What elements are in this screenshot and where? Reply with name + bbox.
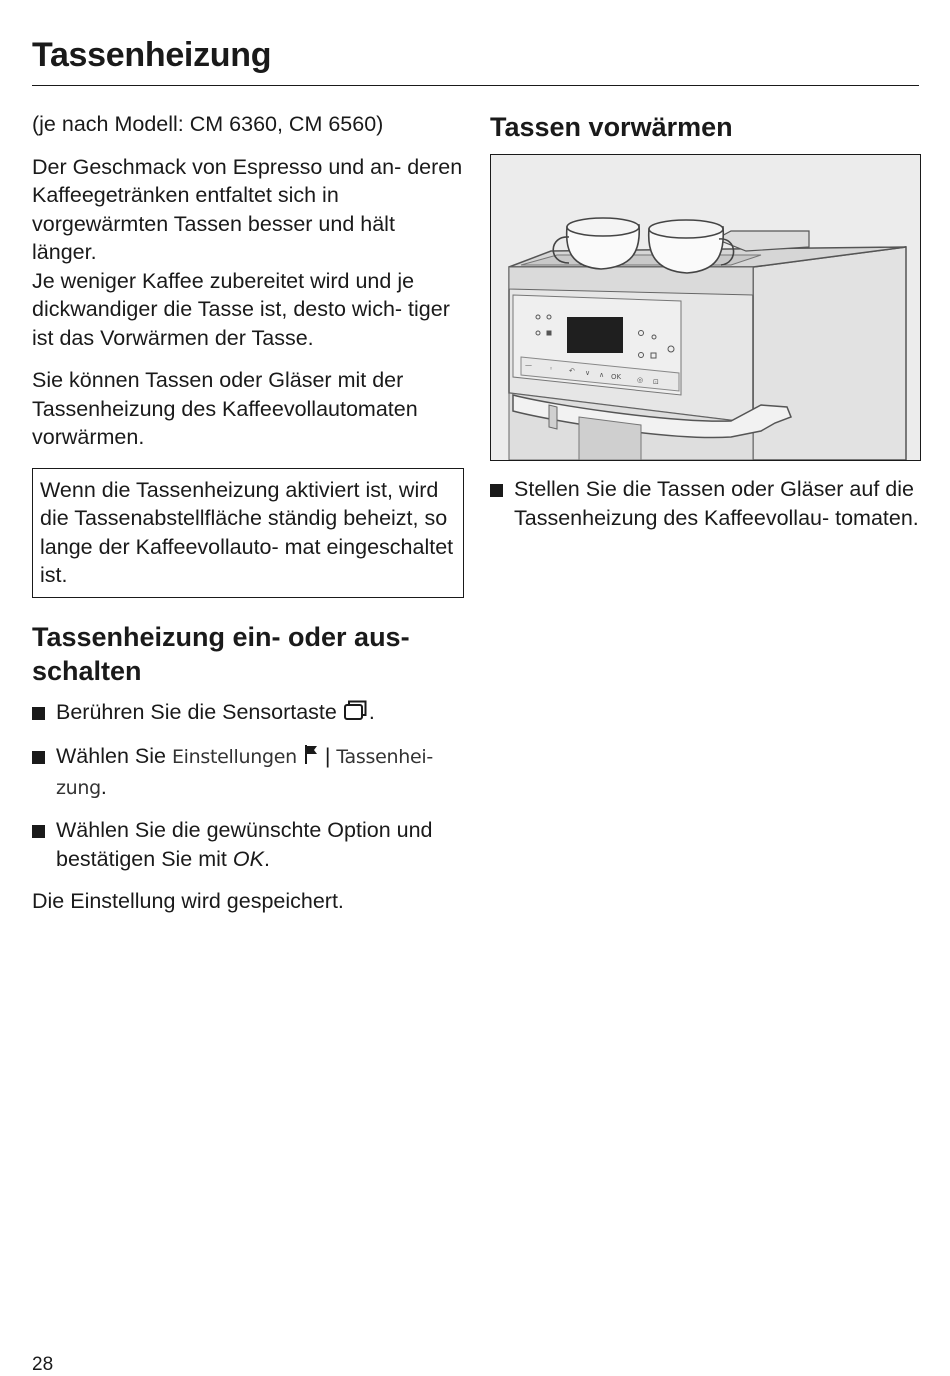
step-item [32,742,464,802]
step-list [32,698,464,874]
title-rule [32,85,919,86]
step-prefix: Wählen Sie [56,744,166,768]
intro-paragraph: Der Geschmack von Espresso und an- deren Kaffeegetränken entfaltet sich in vorgewärmten Tassen besser und hält länger. [32,154,463,264]
svg-text:◦: ◦ [549,365,554,373]
svg-text:◎: ◎ [637,376,644,384]
step-text: Berühren Sie die Sensortaste [56,699,337,724]
page-title: Tassenheizung [32,36,272,74]
step-item [32,698,464,729]
ok-label: OK [232,846,264,871]
menu-item-settings: Einstellungen [171,746,297,768]
menu-item-cup-heating: Tassenhei- zung [56,746,433,799]
note-box [32,468,464,598]
step-item [32,816,464,873]
note-text: Wenn die Tassenheizung aktiviert ist, wird die Tassenabstellfläche ständig beheizt, so lange der Kaffeevollauto- mat eingeschaltet ist. [40,477,454,587]
menu-separator: | [324,744,331,768]
intro-paragraph-2: Je weniger Kaffee zubereitet wird und je dickwandiger die Tasse ist, desto wich- tiger ist das Vorwärmen der Tasse. [32,268,450,350]
square-bullet-icon [32,751,45,764]
coffee-machine-illustration [490,154,921,461]
svg-text:⊡: ⊡ [653,378,659,386]
right-column [490,110,920,546]
panel-ok-label: OK [611,373,622,381]
square-bullet-icon [32,825,45,838]
step-end: . [263,846,270,871]
svg-text:↶: ↶ [569,367,575,375]
square-bullet-icon [32,707,45,720]
page-number: 28 [32,1354,54,1375]
svg-text:∨: ∨ [585,369,591,377]
right-heading: Tassen vorwärmen [490,112,733,142]
svg-text:∧: ∧ [599,371,605,379]
left-column [32,110,464,916]
square-bullet-icon [490,484,503,497]
step-text: Stellen Sie die Tassen oder Gläser auf die Tassenheizung des Kaffeevollau- tomaten. [514,477,919,530]
right-step-list [490,475,920,532]
step-item [490,475,920,532]
result-text: Die Einstellung wird gespeichert. [32,889,344,913]
svg-text:—: — [525,361,532,369]
section-heading: Tassenheizung ein- oder aus- schalten [32,621,410,686]
usage-paragraph: Sie können Tassen oder Gläser mit der Tassenheizung des Kaffeevollautomaten vorwärmen. [32,368,418,449]
step-end: . [368,699,375,724]
sensor-key-icon [343,699,369,729]
model-note: (je nach Modell: CM 6360, CM 6560) [32,112,384,136]
step-prefix: Wählen Sie die gewünschte Option und bestätigen Sie mit [56,818,433,871]
step-end: . [100,774,107,799]
flag-icon [303,743,319,773]
